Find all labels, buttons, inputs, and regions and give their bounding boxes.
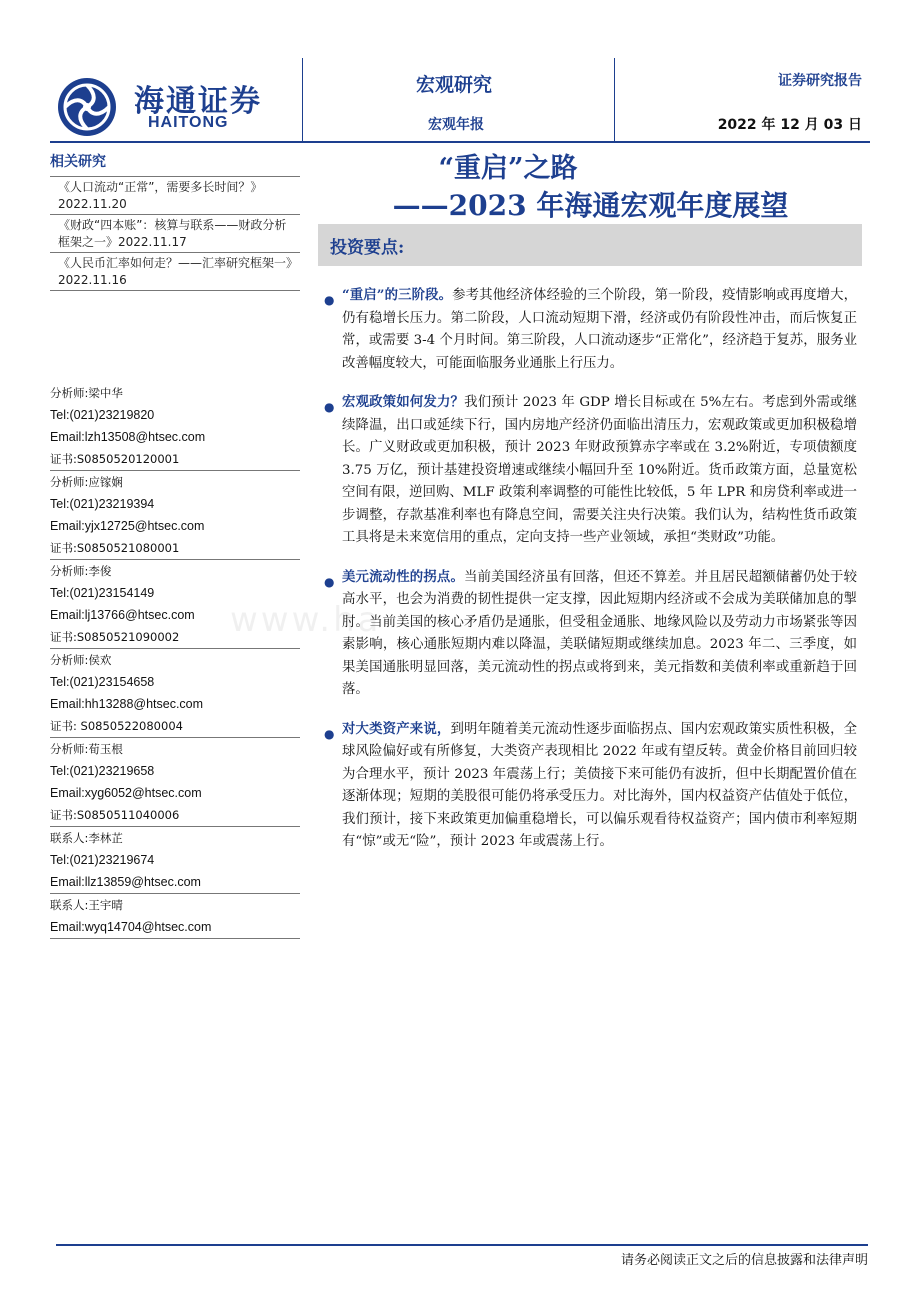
- key-point: [322, 391, 857, 550]
- haitong-logo-icon: [56, 76, 118, 138]
- bullet-dot-icon: ●: [324, 293, 335, 307]
- header-divider: [302, 58, 303, 142]
- analyst-name: 分析师:应镓娴: [50, 475, 123, 489]
- key-point: [322, 566, 857, 702]
- key-point-lead: 美元流动性的拐点。: [342, 568, 465, 585]
- key-points-list: [322, 284, 857, 870]
- analyst-email[interactable]: Email:lj13766@htsec.com: [50, 608, 195, 622]
- analyst-contacts: [50, 382, 300, 939]
- analyst-name: 分析师:荀玉根: [50, 742, 123, 756]
- contact-name: 联系人:王宇晴: [50, 898, 123, 912]
- key-point: [322, 718, 857, 854]
- footer-rule: [56, 1244, 868, 1246]
- key-point-lead: 对大类资产来说，: [342, 720, 451, 737]
- analyst-tel: Tel:(021)23219820: [50, 408, 155, 422]
- key-point-text: 当前美国经济虽有回落，但还不算差。并且居民超额储蓄仍处于较高水平，也会为消费的韧性提供一定支撑，因此短期内经济或不会成为美联储加息的掣肘。当前美国的核心矛盾仍是通胀，但受租金通胀、地缘风险以及劳动力市场紧张等因素影响，核心通胀短期内难以降温，美联储短期或继续加息。2023 年二、三季度，如果美国通胀明显回落，美元流动性的拐点或将到来，美元指数和美债利率或重新趋于回落。: [342, 569, 858, 697]
- key-point-lead: “重启”的三阶段。: [342, 287, 453, 303]
- analyst-cert: 证书:S0850521080001: [50, 537, 300, 560]
- analyst-cert: 证书:S0850521090002: [50, 626, 300, 649]
- key-point-text: 我们预计 2023 年 GDP 增长目标或在 5%左右。考虑到外需或继续降温，出口或延续下行，国内房地产经济仍面临出清压力，宏观政策或更加积极稳增长。广义财政或更加积极，预计 2023 年财政预算赤字率或在 3.2%附近，专项债额度 3.75 万亿，预计基建投资增速或继续小幅回升至 10%附近。货币政策方面，总量宽松空间有限，逆回购、MLF 政策利率调整的可能性比较低，5 年 LPR 和房贷利率或进一步调整，存款基准利率也有降息空间，需要关注央行决策。我们认为，结构性货币政策工具将是未来宽信用的重点，定向支持一些产业领域，承担“类财政”功能。: [342, 395, 858, 545]
- bullet-dot-icon: ●: [324, 726, 335, 741]
- report-title: “重启”之路: [438, 153, 578, 184]
- analyst-tel: Tel:(021)23219658: [50, 764, 155, 778]
- analyst-name: 分析师:梁中华: [50, 386, 123, 400]
- header-divider: [614, 58, 615, 142]
- key-point: [322, 284, 857, 375]
- related-item[interactable]: 《人口流动“正常”，需要多长时间？》2022.11.20: [50, 177, 300, 215]
- analyst-tel: Tel:(021)23154149: [50, 586, 155, 600]
- analyst-email[interactable]: Email:xyg6052@htsec.com: [50, 786, 202, 800]
- bullet-dot-icon: ●: [324, 574, 335, 589]
- key-points-banner: [318, 224, 862, 266]
- analyst-cert: 证书:S0850520120001: [50, 448, 300, 471]
- contact-name: 联系人:李林芷: [50, 831, 123, 845]
- key-point-text: 到明年随着美元流动性逐步面临拐点、国内宏观政策实质性积极，全球风险偏好或有所修复，大类资产表现相比 2022 年或有望反转。黄金价格目前回归较为合理水平，预计 2023 年震荡上行；美债接下来可能仍有波折，但中长期配置价值在逐渐体现；短期的美股很可能仍将承受压力。对比海外，国内权益资产估值处于低位，我们预计，接下来政策更加偏重稳增长，可以偏乐观看待权益资产；国内债市利率短期有“惊”或无“险”，预计 2023 年或震荡上行。: [342, 721, 858, 849]
- related-item[interactable]: 《人民币汇率如何走？——汇率研究框架一》2022.11.16: [50, 253, 300, 291]
- analyst-cert: 证书: S0850522080004: [50, 715, 300, 738]
- document-type: 证券研究报告: [778, 73, 862, 89]
- related-item[interactable]: 《财政“四本账”：核算与联系——财政分析框架之一》2022.11.17: [50, 215, 300, 253]
- analyst-email[interactable]: Email:lzh13508@htsec.com: [50, 430, 206, 444]
- analyst-cert: 证书:S0850511040006: [50, 804, 300, 827]
- watermark: www.ha: [230, 600, 382, 640]
- haitong-logo: [56, 76, 306, 136]
- key-points-label: 投资要点:: [330, 238, 405, 258]
- analyst-tel: Tel:(021)23219394: [50, 497, 155, 511]
- report-date: 2022 年 12 月 03 日: [717, 117, 862, 133]
- key-point-lead: 宏观政策如何发力？: [342, 394, 465, 410]
- key-point-text: 参考其他经济体经验的三个阶段，第一阶段，疫情影响或再度增大，仍有稳增长压力。第二阶段，人口流动短期下滑，经济或仍有阶段性冲击，而后恢复正常，或需要 3-4 个月时间。第三阶段，人口流动逐步“正常化”，经济趋于复苏，服务业改善幅度较大，可能面临服务业通胀上行压力。: [342, 288, 858, 371]
- header-rule: [50, 141, 870, 143]
- report-category: 宏观研究: [416, 74, 493, 96]
- analyst-email[interactable]: Email:yjx12725@htsec.com: [50, 519, 205, 533]
- contact-tel: Tel:(021)23219674: [50, 853, 155, 867]
- analyst-name: 分析师:侯欢: [50, 653, 112, 667]
- logo-english-name: HAITONG: [148, 114, 229, 131]
- contact-email[interactable]: Email:wyq14704@htsec.com: [50, 916, 300, 939]
- related-research: [50, 146, 300, 291]
- contact-email[interactable]: Email:llz13859@htsec.com: [50, 871, 300, 894]
- related-research-title: 相关研究: [50, 146, 300, 177]
- analyst-name: 分析师:李俊: [50, 564, 112, 578]
- report-subcategory: 宏观年报: [428, 117, 484, 133]
- report-subtitle: ——2023 年海通宏观年度展望: [392, 189, 789, 222]
- footer-disclaimer: 请务必阅读正文之后的信息披露和法律声明: [620, 1253, 868, 1268]
- analyst-email[interactable]: Email:hh13288@htsec.com: [50, 697, 204, 711]
- analyst-tel: Tel:(021)23154658: [50, 675, 155, 689]
- logo-chinese-name: 海通证券: [134, 84, 262, 119]
- report-header: [0, 0, 920, 142]
- bullet-dot-icon: ●: [324, 400, 335, 414]
